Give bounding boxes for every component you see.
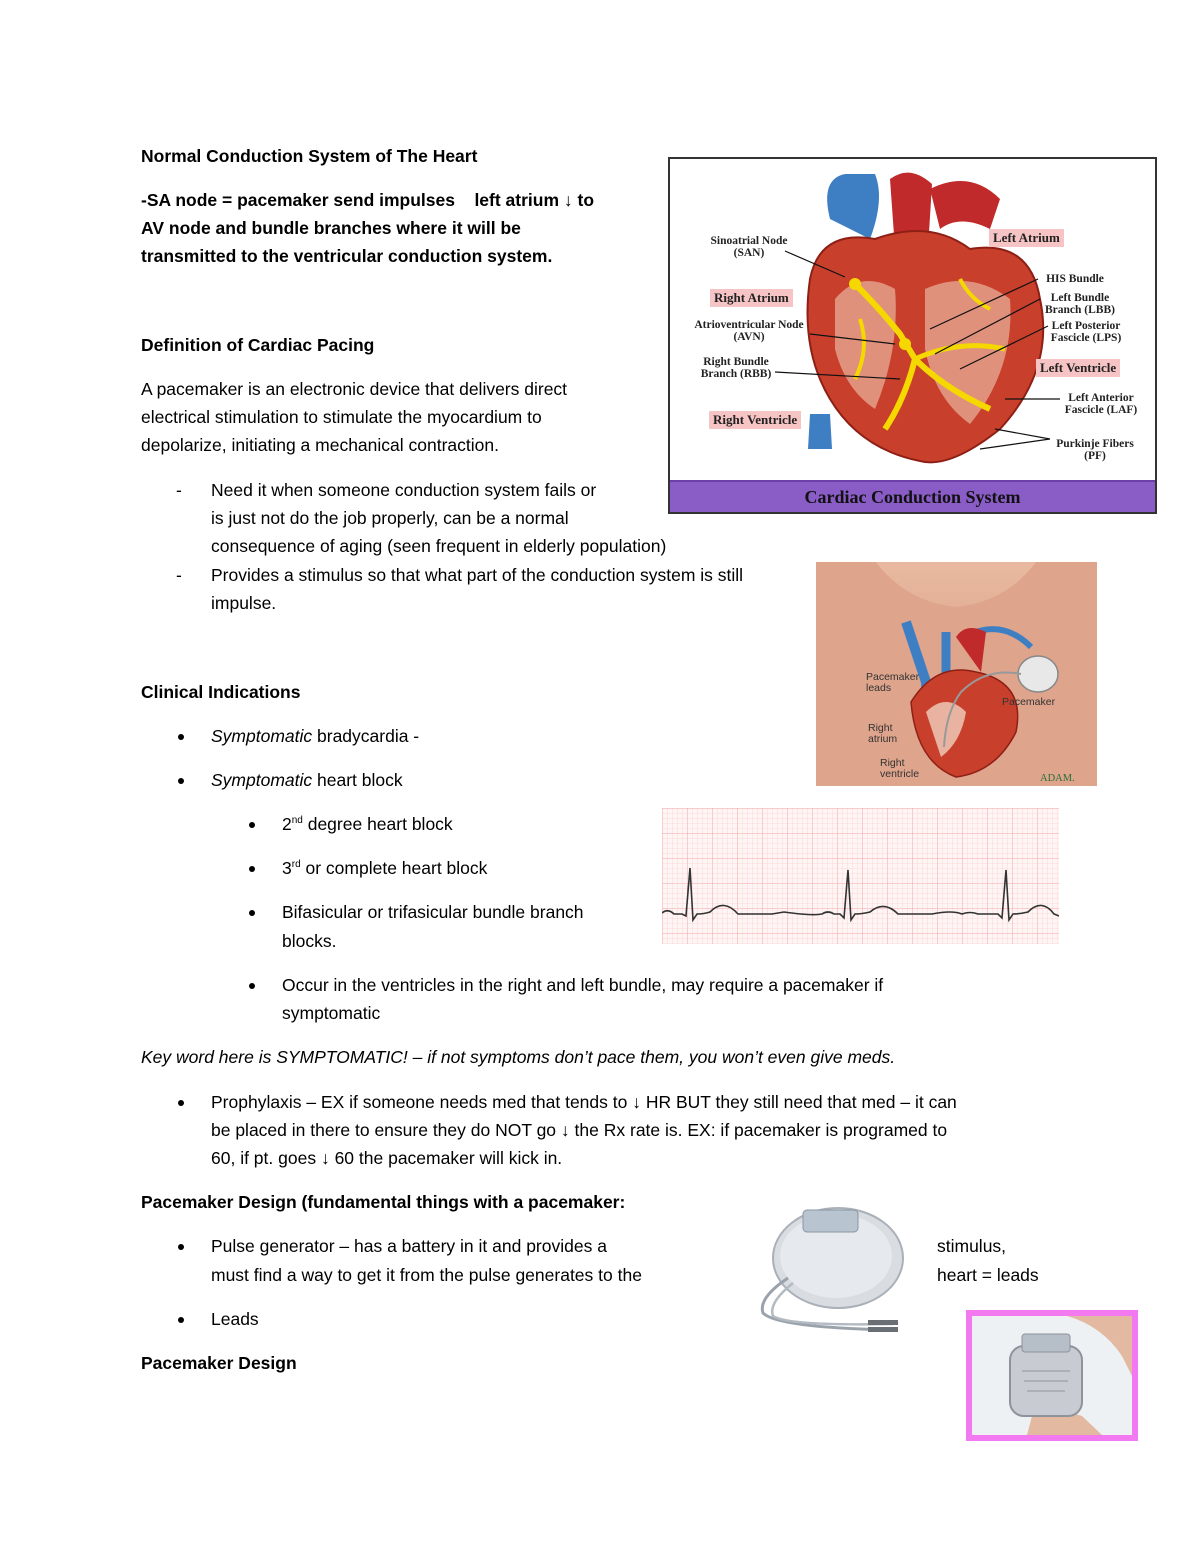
- prophylaxis-text-e: 60, if pt. goes: [211, 1148, 317, 1168]
- sa-node-line-2: AV node and bundle branches where it will be: [141, 218, 521, 238]
- indication-item-2-rest: heart block: [312, 770, 403, 790]
- down-arrow-icon: ↓: [560, 1120, 570, 1140]
- down-arrow-icon: ↓: [632, 1092, 641, 1112]
- section-title-pacemaker-design: Pacemaker Design (fundamental things with a pacemaker:: [141, 1192, 626, 1212]
- dash-item-2-line-2: impulse.: [211, 593, 277, 613]
- label-his-bundle: HIS Bundle: [1046, 273, 1104, 285]
- dash-item-2-line-1: Provides a stimulus so that what part of the conduction system is still: [211, 565, 744, 585]
- sub-item-4-line-2: symptomatic: [282, 1003, 381, 1023]
- keyword-note: Key word here is SYMPTOMATIC! – if not symptoms don’t pace them, you won’t even give meds.: [141, 1047, 896, 1067]
- label-laf: Left Anterior Fascicle (LAF): [1064, 392, 1138, 416]
- dash-item-1-line-3: consequence of aging (seen frequent in elderly population): [211, 536, 667, 556]
- sa-node-text-a: -SA node = pacemaker send impulses: [141, 190, 455, 210]
- bullet-icon: [178, 778, 184, 784]
- pulse-line-1b: stimulus,: [937, 1236, 1007, 1256]
- section-title-cardiac-pacing: Definition of Cardiac Pacing: [141, 335, 375, 355]
- dash-marker: -: [176, 565, 182, 585]
- indication-item-1: [211, 722, 419, 750]
- sa-node-line-1: [141, 186, 594, 214]
- sub-item-3-line-1: Bifasicular or trifasicular bundle branch: [282, 902, 584, 922]
- section-title-pacemaker-design-2: Pacemaker Design: [141, 1353, 297, 1373]
- sub-item-2-pre: 3: [282, 858, 292, 878]
- hand-photo-illustration: [972, 1316, 1132, 1435]
- diagram-caption-band: [670, 480, 1155, 512]
- bullet-icon: [178, 1100, 184, 1106]
- chest-label-leads: Pacemaker leads: [866, 671, 920, 694]
- ecg-strip: [662, 808, 1059, 944]
- pulse-line-2a: must find a way to get it from the pulse generates to the: [211, 1265, 642, 1285]
- bullet-icon: [249, 866, 255, 872]
- heart-conduction-diagram: [668, 157, 1157, 514]
- label-purkinje: Purkinje Fibers (PF): [1056, 438, 1134, 462]
- dash-item-1-line-1: Need it when someone conduction system fails or: [211, 480, 597, 500]
- sub-item-4-line-1: Occur in the ventricles in the right and left bundle, may require a pacemaker if: [282, 975, 884, 995]
- bullet-icon: [178, 1317, 184, 1323]
- bullet-icon: [178, 734, 184, 740]
- leads-item: Leads: [211, 1309, 259, 1329]
- pacemaker-in-hand-photo: [966, 1310, 1138, 1441]
- diagram-caption: Cardiac Conduction System: [804, 487, 1021, 507]
- definition-para-line-2: electrical stimulation to stimulate the myocardium to: [141, 407, 542, 427]
- prophylaxis-line-3: [211, 1144, 562, 1172]
- definition-para-line-1: A pacemaker is an electronic device that delivers direct: [141, 379, 568, 399]
- section-title-normal-conduction: Normal Conduction System of The Heart: [141, 146, 478, 166]
- chest-pacemaker-illustration: [816, 562, 1097, 786]
- sub-item-1-pre: 2: [282, 814, 292, 834]
- chest-label-right-atrium: Right atrium: [868, 722, 898, 745]
- bullet-icon: [249, 822, 255, 828]
- prophylaxis-text-f: 60 the pacemaker will kick in.: [334, 1148, 563, 1168]
- bullet-icon: [178, 1244, 184, 1250]
- sa-node-text-b: left atrium: [474, 190, 560, 210]
- indication-item-1-italic: Symptomatic: [211, 726, 313, 746]
- indication-item-2-italic: Symptomatic: [211, 770, 313, 790]
- adam-logo: ADAM.: [1040, 773, 1075, 784]
- prophylaxis-text-c: be placed in there to ensure they do NOT go: [211, 1120, 557, 1140]
- label-left-atrium: Left Atrium: [989, 229, 1064, 247]
- pacemaker-device-photo: [748, 1198, 913, 1338]
- dash-item-1-line-2: is just not do the job properly, can be a normal: [211, 508, 569, 528]
- sub-item-2: [282, 854, 487, 882]
- indication-item-1-rest: bradycardia -: [312, 726, 420, 746]
- section-title-clinical-indications: Clinical Indications: [141, 682, 301, 702]
- label-lps: Left Posterior Fascicle (LPS): [1050, 320, 1122, 344]
- label-lbb: Left Bundle Branch (LBB): [1045, 292, 1115, 316]
- sub-item-1: [282, 810, 453, 838]
- label-san: Sinoatrial Node (SAN): [710, 235, 788, 259]
- down-arrow-icon: ↓: [320, 1148, 330, 1168]
- prophylaxis-line-2: [211, 1116, 947, 1144]
- prophylaxis-text-d: the Rx rate is. EX: if pacemaker is programed to: [574, 1120, 948, 1140]
- prophylaxis-text-b: HR BUT they still need that med – it can: [645, 1092, 957, 1112]
- sa-node-text-c: to: [577, 190, 595, 210]
- sub-item-2-sup: rd: [291, 859, 301, 871]
- pulse-line-1a: Pulse generator – has a battery in it and provides a: [211, 1236, 607, 1256]
- label-right-ventricle: Right Ventricle: [709, 411, 801, 429]
- bullet-icon: [249, 910, 255, 916]
- chest-label-right-ventricle: Right ventricle: [880, 757, 920, 780]
- down-arrow-icon: ↓: [563, 190, 573, 210]
- prophylaxis-line-1: [211, 1088, 957, 1116]
- sub-item-1-sup: nd: [291, 815, 303, 827]
- sub-item-3-line-2: blocks.: [282, 931, 337, 951]
- sub-item-1-rest: degree heart block: [302, 814, 453, 834]
- chest-label-pacemaker: Pacemaker: [1002, 696, 1056, 708]
- chest-illustration: [816, 562, 1097, 786]
- indication-item-2: [211, 766, 403, 794]
- definition-para-line-3: depolarize, initiating a mechanical contraction.: [141, 435, 499, 455]
- label-left-ventricle: Left Ventricle: [1036, 359, 1120, 377]
- sa-node-line-3: transmitted to the ventricular conduction system.: [141, 246, 553, 266]
- label-rbb: Right Bundle Branch (RBB): [700, 356, 772, 380]
- label-avn: Atrioventricular Node (AVN): [694, 319, 804, 343]
- sub-item-2-rest: or complete heart block: [300, 858, 488, 878]
- pulse-line-2b: heart = leads: [937, 1265, 1039, 1285]
- prophylaxis-text-a: Prophylaxis – EX if someone needs med that tends to: [211, 1092, 628, 1112]
- label-right-atrium: Right Atrium: [710, 289, 793, 307]
- bullet-icon: [249, 983, 255, 989]
- dash-marker: -: [176, 480, 182, 500]
